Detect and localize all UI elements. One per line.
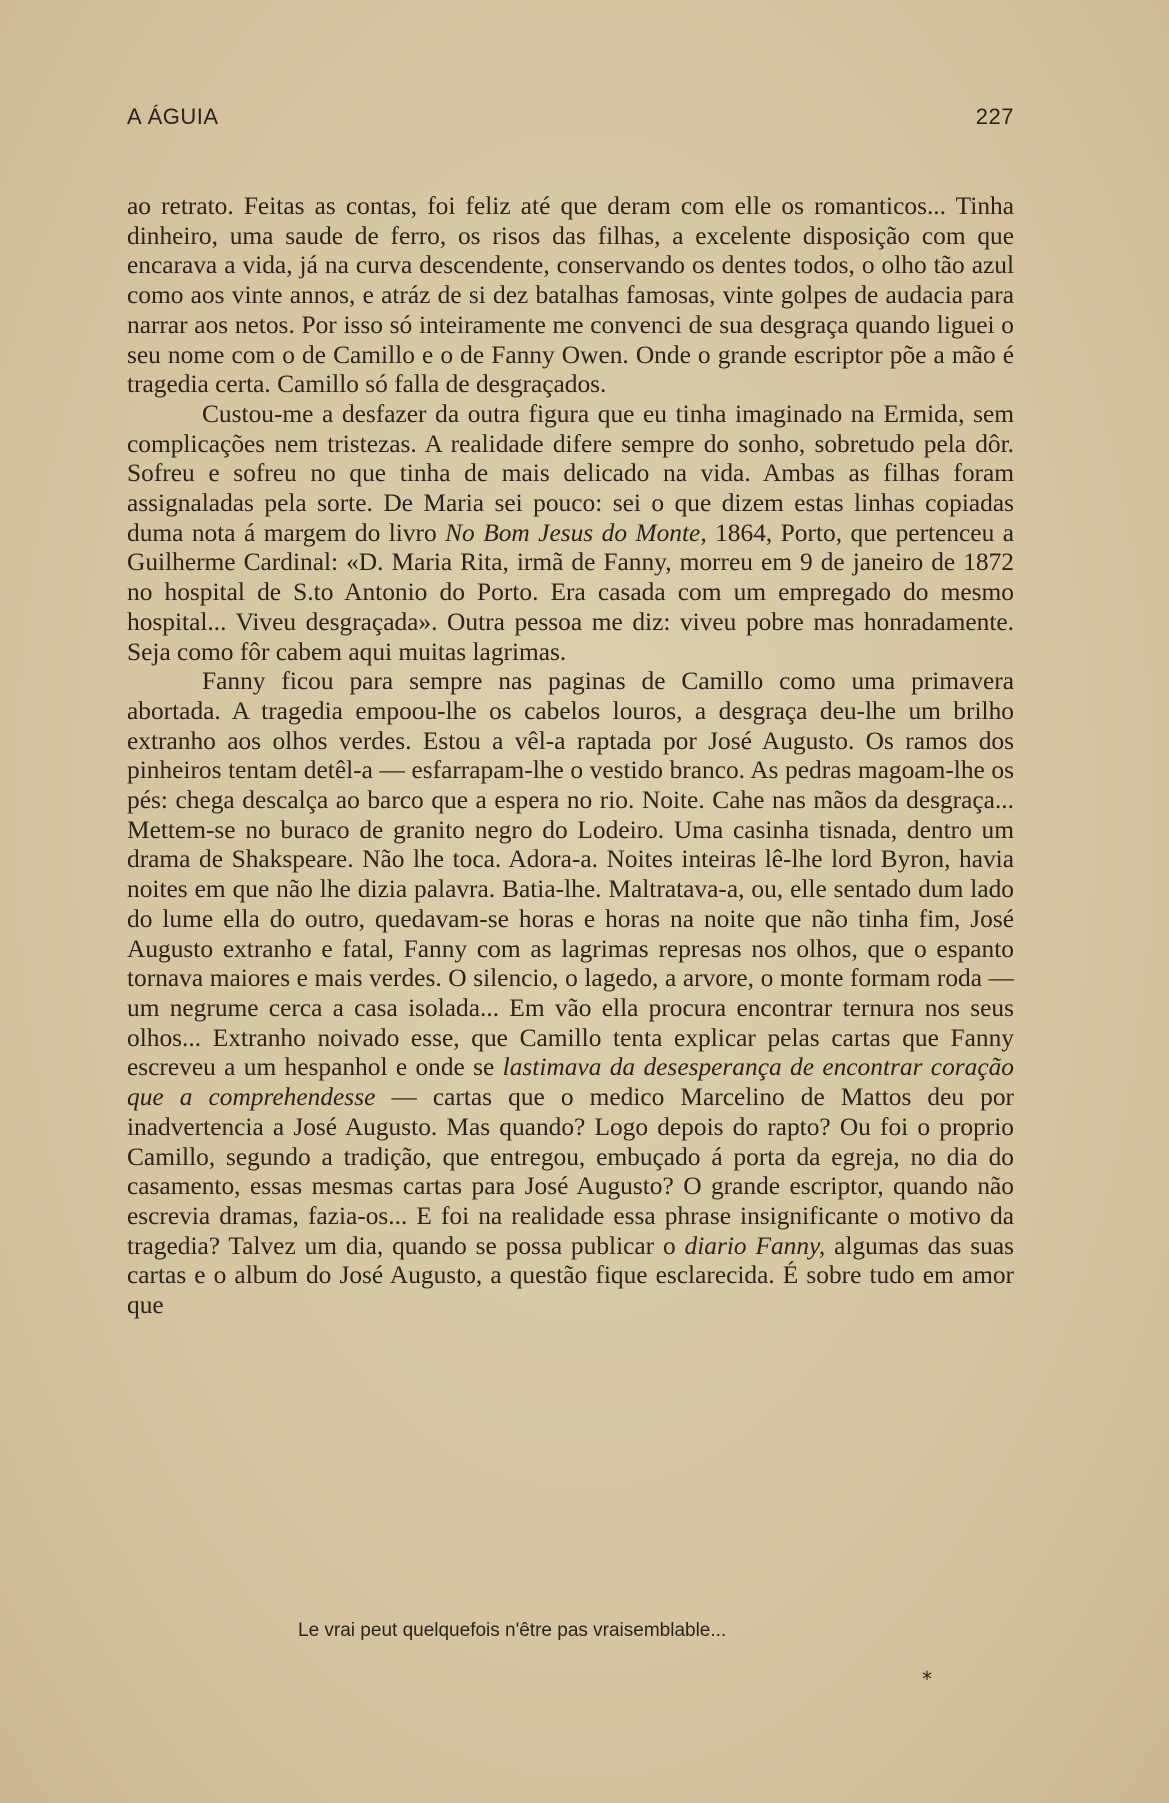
italic-phrase: diario Fanny, xyxy=(684,1231,826,1260)
paragraph xyxy=(127,192,1014,400)
text-run: Fanny ficou para sempre nas paginas de Camillo como uma primavera abortada. A tragedia empoou-lhe os cabelos louros, a desgraça deu-lhe um brilho extranho aos olhos verdes. Estou a vêl-a raptada por José Augusto. Os ramos dos pinheiros tentam detêl-a — esfarrapam-lhe o vestido branco. As pedras magoam-lhe os pés: chega descalça ao barco que a espera no rio. Noite. Cahe nas mãos da desgraça... Mettem-se no buraco de granito negro do Lodeiro. Uma casinha tisnada, dentro um drama de Shakspeare. Não lhe toca. Adora-a. Noites inteiras lê-lhe lord Byron, havia noites em que não lhe dizia palavra. Batia-lhe. Maltratava-a, ou, elle sentado dum lado do lume ella do outro, quedavam-se horas e horas na noite que não tinha fim, José Augusto extranho e fatal, Fanny com as lagrimas represas nos olhos, que o espanto tornava maiores e mais verdes. O silencio, o lagedo, a arvore, o monte formam roda — um negrume cerca a casa isolada... Em vão ella procura encontrar ternura nos seus olhos... Extranho noivado esse, que Camillo tenta explicar pelas cartas que Fanny escreveu a um hespanhol e onde se xyxy=(127,667,1014,1082)
running-header xyxy=(127,104,1014,130)
running-title: A ÁGUIA xyxy=(127,104,219,129)
text-run: ao retrato. Feitas as contas, foi feliz até que deram com elle os romanticos... Tinha dinheiro, uma saude de ferro, os risos das filhas, a excelente disposição com que encarava a vida, já na curva descendente, conservando os dentes todos, o olho tão azul como aos vinte annos, e atráz de si dez batalhas famosas, vinte golpes de audacia para narrar aos netos. Por isso só inteiramente me convenci de sua desgraça quando liguei o seu nome com o de Camillo e o de Fanny Owen. Onde o grande escriptor põe a mão é tragedia certa. Camillo só falla de desgraçados. xyxy=(127,192,1014,399)
body-text xyxy=(127,192,1014,1321)
text-run: 1864, Porto, que pertenceu a Guilherme Cardinal: «D. Maria Rita, irmã de Fanny, morreu em 9 de janeiro de 1872 no hospital de S.to Antonio do Porto. Era casada com um empregado do mesmo hospital... Viveu desgraçada». Outra pessoa me diz: viveu pobre mas honradamente. Seja como fôr cabem aqui muitas lagrimas. xyxy=(127,518,1014,666)
page-number: 227 xyxy=(975,104,1014,129)
epigraph: Le vrai peut quelquefois n'être pas vraisemblable... xyxy=(298,1620,727,1641)
italic-phrase: No Bom Jesus do Monte, xyxy=(445,518,707,547)
text-run: — cartas que o medico Marcelino de Mattos deu por inadvertencia a José Augusto. Mas quando? Logo depois do rapto? Ou foi o proprio Camillo, segundo a tradição, que entregou, embuçado á porta da egreja, no dia do casamento, essas mesmas cartas para José Augusto? O grande escriptor, quando não escrevia dramas, fazia-os... E foi na realidade essa phrase insignificante o motivo da tragedia? Talvez um dia, quando se possa publicar o xyxy=(127,1083,1014,1260)
text-run: Custou-me a desfazer da outra figura que eu tinha imaginado na Ermida, sem complicações nem tristezas. A realidade difere sempre do sonho, sobretudo pela dôr. Sofreu e sofreu no que tinha de mais delicado na vida. Ambas as filhas foram assignaladas pela sorte. De Maria sei pouco: sei o que dizem estas linhas copiadas duma nota á margem do livro xyxy=(127,399,1014,547)
italic-phrase: lastimava da desesperança de encontrar coração que a comprehendesse xyxy=(127,1053,1014,1112)
paragraph xyxy=(127,400,1014,667)
footer-asterisk: * xyxy=(922,1667,932,1691)
paragraph xyxy=(127,667,1014,1320)
text-run: algumas das suas cartas e o album do José Augusto, a questão fique esclarecida. É sobre tudo em amor que xyxy=(127,1231,1014,1320)
